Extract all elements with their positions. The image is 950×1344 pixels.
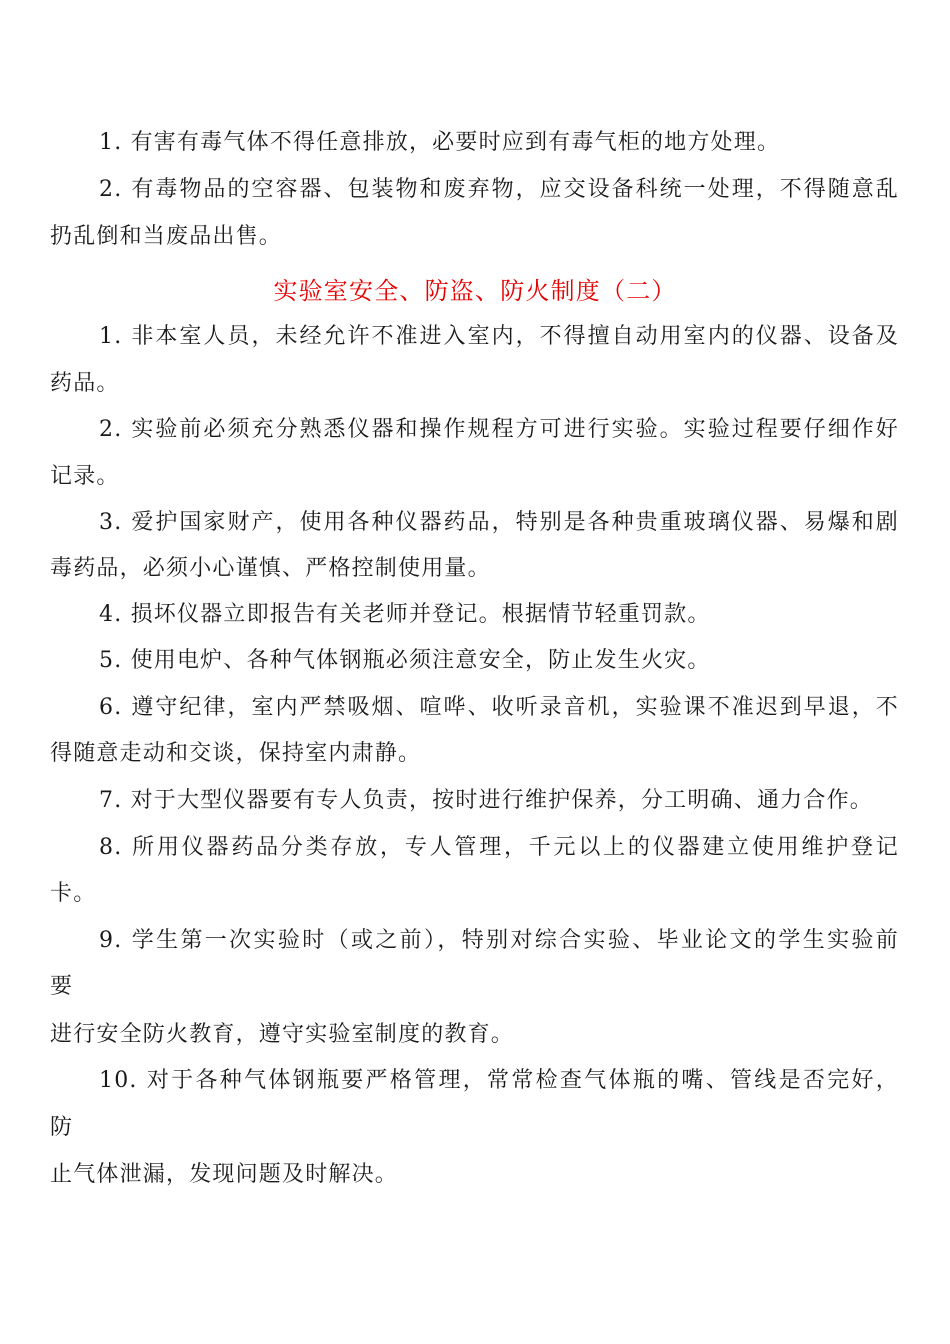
rule-8-line-1: 8. 所用仪器药品分类存放，专人管理，千元以上的仪器建立使用维护登记 [99, 835, 899, 860]
rule-10-line-3: 止气体泄漏，发现问题及时解决。 [50, 1162, 399, 1187]
rule-10-line-2: 防 [50, 1115, 74, 1140]
rule-2-line-1: 2. 实验前必须充分熟悉仪器和操作规程方可进行实验。实验过程要仔细作好 [99, 417, 899, 442]
rule-9-line-1: 9. 学生第一次实验时（或之前），特别对综合实验、毕业论文的学生实验前 [99, 928, 899, 953]
rule-3-line-1: 3. 爱护国家财产，使用各种仪器药品，特别是各种贵重玻璃仪器、易爆和剧 [99, 510, 899, 535]
rule-1-line-1: 1. 非本室人员，未经允许不准进入室内，不得擅自动用室内的仪器、设备及 [99, 324, 899, 349]
rule-9-line-2: 要 [50, 974, 74, 999]
intro-item-1: 1. 有害有毒气体不得任意排放，必要时应到有毒气柜的地方处理。 [99, 130, 781, 155]
section-title: 实验室安全、防盗、防火制度（二） [273, 277, 677, 305]
rule-7: 7. 对于大型仪器要有专人负责，按时进行维护保养，分工明确、通力合作。 [99, 788, 873, 813]
rule-1-line-2: 药品。 [50, 371, 120, 396]
rule-10-line-1: 10. 对于各种气体钢瓶要严格管理，常常检查气体瓶的嘴、管线是否完好， [99, 1068, 899, 1093]
rule-9-line-3: 进行安全防火教育，遵守实验室制度的教育。 [50, 1022, 515, 1047]
rule-2-line-2: 记录。 [50, 464, 120, 489]
intro-item-2-line-1: 2. 有毒物品的空容器、包装物和废弃物，应交设备科统一处理，不得随意乱 [99, 177, 899, 202]
rule-3-line-2: 毒药品，必须小心谨慎、严格控制使用量。 [50, 556, 491, 581]
rule-6-line-1: 6. 遵守纪律，室内严禁吸烟、喧哗、收听录音机，实验课不准迟到早退，不 [99, 695, 899, 720]
intro-item-2-line-2: 扔乱倒和当废品出售。 [50, 224, 283, 249]
rule-4: 4. 损坏仪器立即报告有关老师并登记。根据情节轻重罚款。 [99, 602, 711, 627]
rule-6-line-2: 得随意走动和交谈，保持室内肃静。 [50, 741, 422, 766]
rule-5: 5. 使用电炉、各种气体钢瓶必须注意安全，防止发生火灾。 [99, 648, 711, 673]
rule-8-line-2: 卡。 [50, 881, 97, 906]
